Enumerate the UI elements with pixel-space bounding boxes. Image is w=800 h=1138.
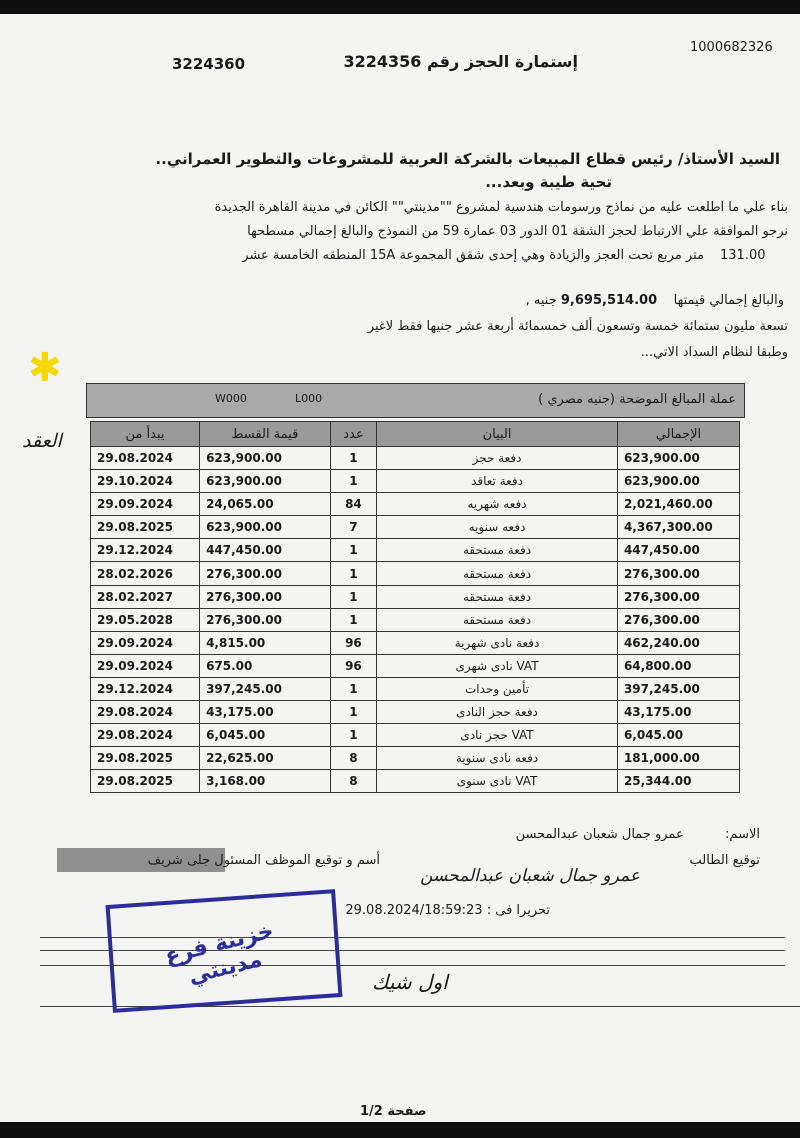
cell-installment: 43,175.00 (200, 701, 331, 724)
cell-description: دفعه نادى سنوية (377, 747, 618, 770)
table-row (91, 516, 740, 539)
page-label: صفحة (387, 1104, 427, 1119)
cell-description: دفعه سنويه (377, 516, 618, 539)
letter-line-1: بناء علي ما اطلعت عليه من نماذج ورسومات هندسية لمشروع ""مدينتي"" الكائن في مدينة القاهرة الجديدة (214, 200, 788, 215)
total-value: 9,695,514.00 (560, 293, 658, 308)
cell-count: 96 (330, 654, 376, 677)
table-row (91, 654, 740, 677)
cell-description: VAT نادى سنوى (377, 770, 618, 793)
table-row (91, 701, 740, 724)
cashier-stamp (106, 889, 343, 1013)
total-unit: جنيه , (525, 293, 557, 308)
cell-start: 29.12.2024 (91, 677, 200, 700)
cell-installment: 6,045.00 (200, 724, 331, 747)
cell-total: 623,900.00 (617, 470, 739, 493)
header-total: الإجمالي (617, 422, 739, 447)
cell-start: 29.08.2024 (91, 701, 200, 724)
margin-handwritten-note: العقد (22, 430, 62, 452)
cell-installment: 24,065.00 (200, 493, 331, 516)
cell-total: 623,900.00 (617, 447, 739, 470)
table-row (91, 493, 740, 516)
cell-installment: 276,300.00 (200, 608, 331, 631)
cell-start: 29.08.2024 (91, 724, 200, 747)
cell-installment: 4,815.00 (200, 631, 331, 654)
cell-description: دفعة تعاقد (377, 470, 618, 493)
issued-label: تحريرا فى : (486, 903, 550, 918)
cell-total: 462,240.00 (617, 631, 739, 654)
cell-total: 25,344.00 (617, 770, 739, 793)
cell-installment: 675.00 (200, 654, 331, 677)
cell-description: دفعة حجز (377, 447, 618, 470)
stamp-text: خزينة فرع مدينتي (162, 918, 277, 990)
cell-start: 29.10.2024 (91, 470, 200, 493)
page-value: 1/2 (360, 1104, 383, 1119)
table-row (91, 562, 740, 585)
form-title (343, 52, 578, 71)
handwritten-signature: عمرو جمال شعبان عبدالمحسن (420, 866, 640, 886)
form-title-label: إستمارة الحجز رقم (426, 52, 578, 71)
cell-start: 29.08.2025 (91, 516, 200, 539)
total-label: والبالغ إجمالي قيمتها (673, 293, 784, 308)
payment-system-note: وطبقا لنظام السداد الاتي... (640, 345, 788, 360)
cell-count: 8 (330, 770, 376, 793)
cell-count: 8 (330, 747, 376, 770)
total-line (526, 293, 784, 308)
header-start: يبدأ من (91, 422, 200, 447)
cell-description: دفعة مستحقه (377, 539, 618, 562)
cell-total: 447,450.00 (617, 539, 739, 562)
cell-count: 1 (330, 724, 376, 747)
cell-total: 181,000.00 (617, 747, 739, 770)
cell-total: 397,245.00 (617, 677, 739, 700)
currency-bar (86, 383, 745, 418)
cell-description: دفعة مستحقه (377, 562, 618, 585)
cell-total: 43,175.00 (617, 701, 739, 724)
table-row (91, 539, 740, 562)
cell-count: 1 (330, 677, 376, 700)
cell-start: 29.08.2025 (91, 770, 200, 793)
cell-installment: 397,245.00 (200, 677, 331, 700)
cell-count: 1 (330, 539, 376, 562)
first-cheque-note: اول شيك (372, 970, 448, 994)
cell-description: دفعه شهريه (377, 493, 618, 516)
letter-line-3: متر مربع تحت العجز والزيادة وهي إحدى شقق المجموعة 15A المنطقه الخامسة عشر (242, 248, 704, 263)
cell-installment: 276,300.00 (200, 562, 331, 585)
header-description: البيان (377, 422, 618, 447)
cell-start: 29.09.2024 (91, 631, 200, 654)
cell-description: تأمين وحدات (377, 677, 618, 700)
cell-count: 84 (330, 493, 376, 516)
table-row (91, 677, 740, 700)
cell-description: دفعة مستحقه (377, 608, 618, 631)
cell-description: VAT حجز نادى (377, 724, 618, 747)
cell-start: 28.02.2027 (91, 585, 200, 608)
currency-label: عملة المبالغ الموضحة (جنيه مصري ) (538, 392, 736, 407)
employee-name: جلى شريف (147, 853, 211, 868)
other-reservation-number: 3224360 (172, 55, 246, 73)
cell-installment: 276,300.00 (200, 585, 331, 608)
cell-start: 29.09.2024 (91, 654, 200, 677)
cell-count: 1 (330, 608, 376, 631)
cell-count: 1 (330, 447, 376, 470)
form-number: 3224356 (343, 52, 422, 71)
cell-count: 7 (330, 516, 376, 539)
table-header-row (91, 422, 740, 447)
table-row (91, 470, 740, 493)
cell-total: 2,021,460.00 (617, 493, 739, 516)
cell-count: 96 (330, 631, 376, 654)
cell-description: دفعة مستحقه (377, 585, 618, 608)
header-count: عدد (330, 422, 376, 447)
scan-bottom-edge (0, 1122, 800, 1138)
cell-start: 29.08.2025 (91, 747, 200, 770)
cell-total: 4,367,300.00 (617, 516, 739, 539)
cell-installment: 22,625.00 (200, 747, 331, 770)
cell-installment: 623,900.00 (200, 447, 331, 470)
cell-start: 29.12.2024 (91, 539, 200, 562)
table-row (91, 631, 740, 654)
cell-installment: 3,168.00 (200, 770, 331, 793)
cell-total: 276,300.00 (617, 562, 739, 585)
cell-description: دفعة حجز النادى (377, 701, 618, 724)
cell-description: دفعة نادى شهرية (377, 631, 618, 654)
addressee: السيد الأستاذ/ رئيس قطاع المبيعات بالشركة العربية للمشروعات والتطوير العمراني.. (155, 150, 780, 168)
cell-start: 29.05.2028 (91, 608, 200, 631)
cell-total: 276,300.00 (617, 608, 739, 631)
code-w: W000 (215, 392, 247, 405)
document-id: 1000682326 (690, 40, 773, 55)
header-installment: قيمة القسط (200, 422, 331, 447)
code-l: L000 (295, 392, 323, 405)
page-number (360, 1104, 427, 1119)
applicant-signature-label: توقيع الطالب (689, 853, 760, 868)
cell-total: 6,045.00 (617, 724, 739, 747)
table-row (91, 724, 740, 747)
letter-line-2: نرجو الموافقة علي الارتباط لحجز الشقة 01 الدور 03 عمارة 59 من النموذج والبالغ إجمالي مسطحها (247, 224, 788, 239)
table-row (91, 770, 740, 793)
cell-count: 1 (330, 701, 376, 724)
highlight-star-mark: ✱ (28, 345, 62, 391)
table-row (91, 447, 740, 470)
cell-total: 276,300.00 (617, 585, 739, 608)
cell-installment: 447,450.00 (200, 539, 331, 562)
name-value: عمرو جمال شعبان عبدالمحسن (515, 827, 684, 842)
applicant-name-row (516, 827, 760, 842)
name-label: الاسم: (725, 827, 760, 842)
apartment-area: 131.00 (720, 248, 766, 263)
employee-row (148, 853, 380, 868)
cell-start: 29.09.2024 (91, 493, 200, 516)
issue-date-row (345, 903, 550, 918)
cell-count: 1 (330, 585, 376, 608)
total-in-words: تسعة مليون ستمائة خمسة وتسعون ألف خمسمائة أربعة عشر جنيها فقط لاغير (367, 319, 788, 334)
scan-top-edge (0, 0, 800, 14)
schedule-table (90, 421, 740, 793)
table-row (91, 585, 740, 608)
employee-label: أسم و توقيع الموظف المسئول (214, 853, 380, 868)
table-row (91, 747, 740, 770)
cell-installment: 623,900.00 (200, 470, 331, 493)
cell-count: 1 (330, 562, 376, 585)
greeting: تحية طيبة وبعد... (485, 173, 612, 191)
cell-count: 1 (330, 470, 376, 493)
cell-total: 64,800.00 (617, 654, 739, 677)
table-row (91, 608, 740, 631)
issued-value: 29.08.2024/18:59:23 (345, 903, 483, 918)
cell-start: 29.08.2024 (91, 447, 200, 470)
payment-schedule (86, 383, 745, 793)
cell-installment: 623,900.00 (200, 516, 331, 539)
cell-start: 28.02.2026 (91, 562, 200, 585)
cell-description: VAT نادى شهرى (377, 654, 618, 677)
